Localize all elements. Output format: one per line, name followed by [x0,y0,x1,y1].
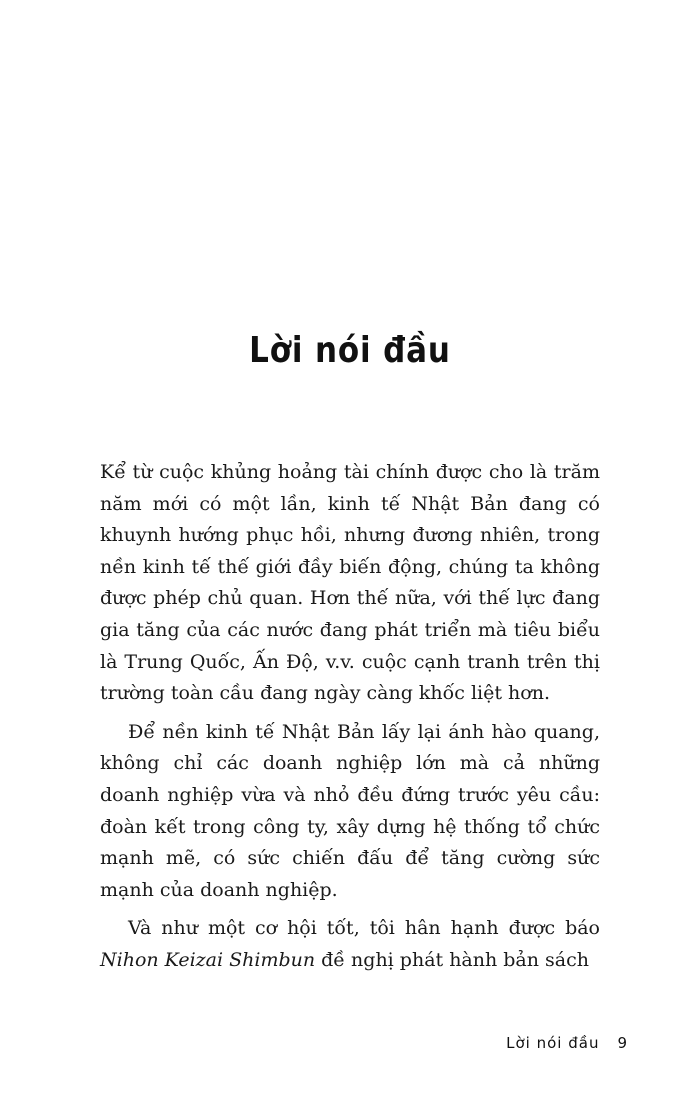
paragraph [100,913,600,976]
page-title: Lời nói đầu [249,330,451,371]
page-footer [506,1034,627,1052]
running-title: Lời nói đầu [506,1034,600,1052]
page-number: 9 [617,1034,627,1052]
paragraph: Để nền kinh tế Nhật Bản lấy lại ánh hào quang, không chỉ các doanh nghiệp lớn mà cả những doanh nghiệp vừa và nhỏ đều đứng trước yêu cầu: đoàn kết trong công ty, xây dựng hệ thống tổ chức mạnh mẽ, có sức chiến đấu để tăng cường sức mạnh của doanh nghiệp. [100,720,600,901]
body-text [100,457,600,984]
paragraph: Kể từ cuộc khủng hoảng tài chính được cho là trăm năm mới có một lần, kinh tế Nhật Bản đang có khuynh hướng phục hồi, nhưng đương nhiên, trong nền kinh tế thế giới đầy biến động, chúng ta không được phép chủ quan. Hơn thế nữa, với thế lực đang gia tăng của các nước đang phát triển mà tiêu biểu là Trung Quốc, Ấn Độ, v.v. cuộc cạnh tranh trên thị trường toàn cầu đang ngày càng khốc liệt hơn. [100,461,600,705]
newspaper-name: Nihon Keizai Shimbun [100,948,316,971]
paragraph-text: Và như một cơ hội tốt, tôi hân hạnh được báo [128,917,600,940]
paragraph-text: đề nghị phát hành bản sách [315,948,589,971]
